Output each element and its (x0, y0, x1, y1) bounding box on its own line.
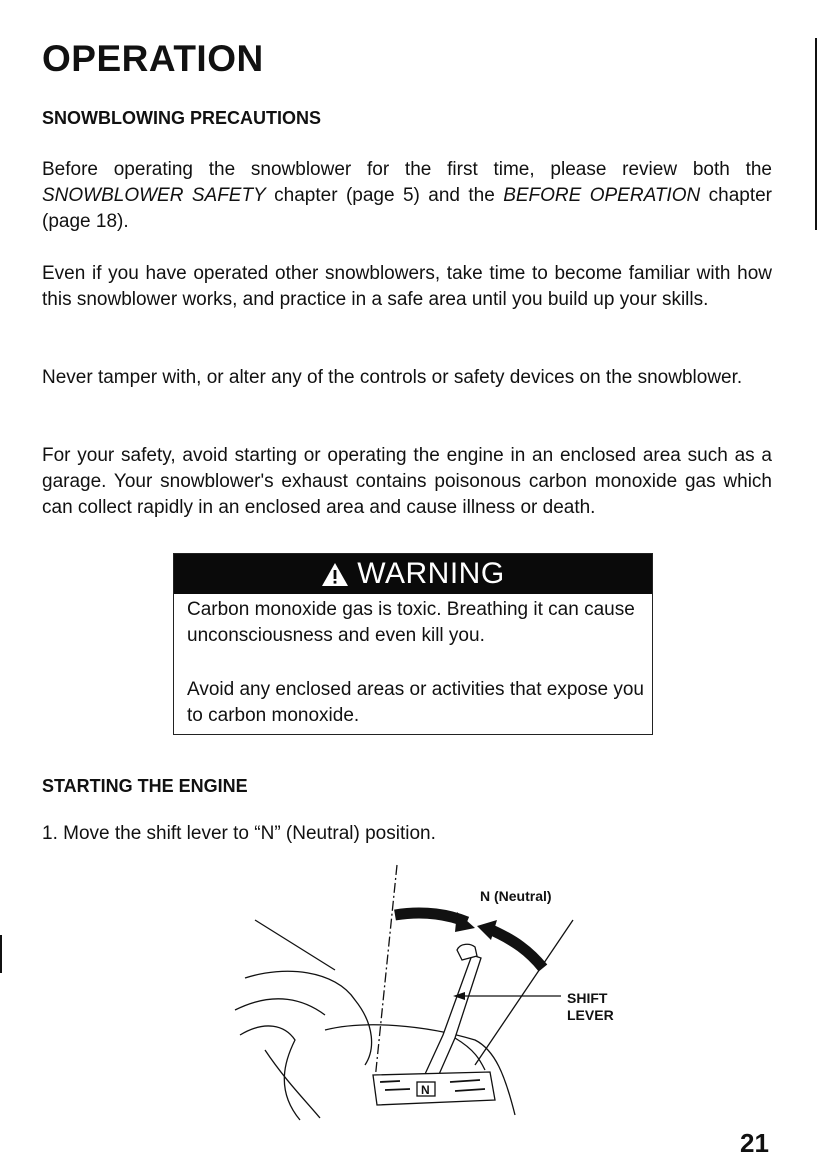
page-number: 21 (740, 1128, 769, 1158)
right-margin-rule (815, 38, 817, 230)
ref-snowblower-safety: SNOWBLOWER SAFETY (42, 185, 266, 206)
shift-label: SHIFT (567, 990, 608, 1006)
ref-before-operation: BEFORE OPERATION (503, 185, 701, 206)
warning-box (173, 553, 653, 735)
warning-triangle-icon (321, 562, 349, 587)
warning-header (174, 554, 652, 594)
precautions-paragraph-3: Never tamper with, or alter any of the controls or safety devices on the snowblower. (42, 367, 743, 388)
warning-text-1: Carbon monoxide gas is toxic. Breathing it can cause unconsciousness and even kill you. (187, 599, 635, 646)
step-1: 1. Move the shift lever to “N” (Neutral) position. (42, 823, 436, 844)
section-title: OPERATION (42, 38, 264, 79)
precautions-heading: SNOWBLOWING PRECAUTIONS (42, 108, 321, 128)
neutral-label: N (Neutral) (480, 888, 552, 904)
precautions-paragraph-1 (42, 157, 772, 235)
warning-text-2: Avoid any enclosed areas or activities that expose you to carbon monoxide. (187, 679, 644, 726)
precautions-paragraph-4: For your safety, avoid starting or operating the engine in an enclosed area such as a garage. Your snowblower's exhaust contains poisonous carbon monoxide gas which can collect rapidly in an enclosed area and cause illness or death. (42, 445, 772, 518)
shift-lever-figure (225, 860, 625, 1125)
p1-before: Before operating the snowblower for the first time, please review both the (42, 159, 772, 180)
warning-title: WARNING (357, 557, 505, 590)
left-margin-mark (0, 935, 2, 973)
lever-label: LEVER (567, 1007, 614, 1023)
p1-after: chapter (page 18). (42, 185, 772, 232)
precautions-paragraph-2: Even if you have operated other snowblowers, take time to become familiar with how this snowblower works, and practice in a safe area until you build up your skills. (42, 263, 772, 310)
p1-mid: chapter (page 5) and the (274, 185, 495, 206)
starting-heading: STARTING THE ENGINE (42, 776, 248, 796)
panel-neutral-mark: N (421, 1083, 430, 1097)
